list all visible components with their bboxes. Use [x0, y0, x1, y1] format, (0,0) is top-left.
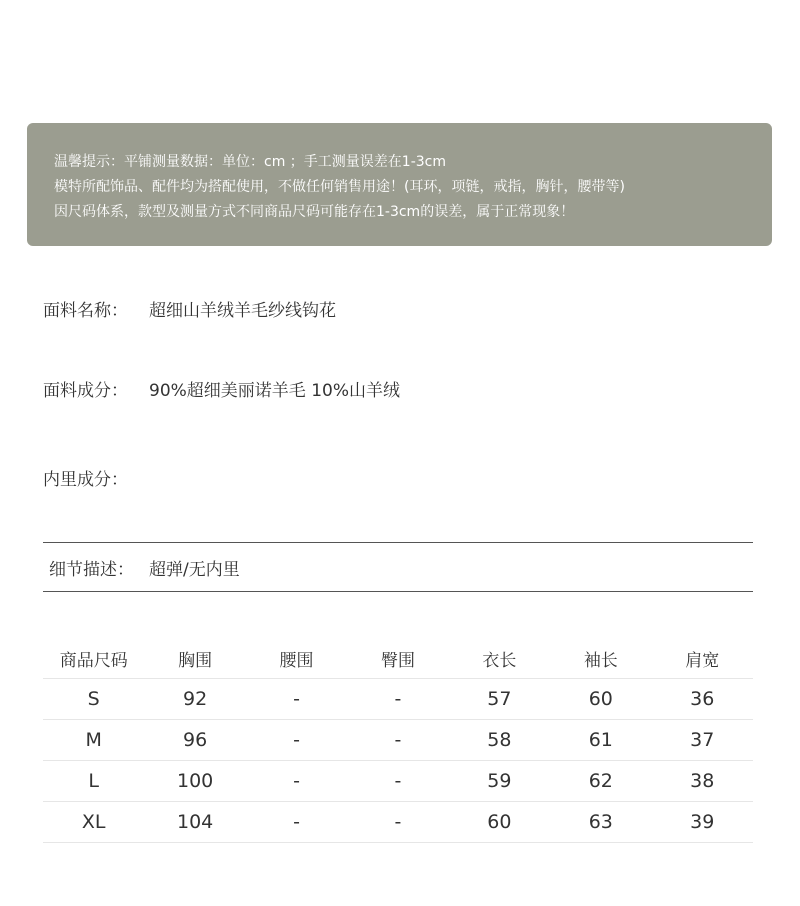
cell-waist: - — [293, 688, 300, 710]
cell-chest: 104 — [177, 811, 214, 833]
cell-length: 57 — [487, 688, 512, 710]
header-waist: 腰围 — [279, 650, 314, 671]
lining-row — [43, 465, 149, 490]
table-row — [43, 761, 753, 802]
header-shoulder: 肩宽 — [685, 650, 720, 671]
details-top-divider — [43, 542, 753, 543]
cell-length: 60 — [487, 811, 512, 833]
cell-sleeve: 61 — [588, 729, 613, 751]
cell-size: L — [88, 770, 99, 792]
cell-shoulder: 39 — [690, 811, 715, 833]
cell-sleeve: 62 — [588, 770, 613, 792]
cell-sleeve: 60 — [588, 688, 613, 710]
size-notice-banner — [27, 123, 772, 246]
cell-hip: - — [394, 688, 402, 710]
details-label: 细节描述： — [49, 560, 134, 580]
cell-shoulder: 36 — [690, 688, 715, 710]
cell-size: XL — [81, 811, 106, 833]
notice-line-3: 因尺码体系，款型及测量方式不同商品尺码可能存在1-3cm的误差，属于正常现象！ — [54, 204, 575, 220]
fabric-name-row — [43, 296, 336, 321]
fabric-composition-row — [43, 376, 400, 401]
fabric-composition-value: 90%超细美丽诺羊毛 10%山羊绒 — [149, 381, 400, 401]
notice-line-1: 温馨提示：平铺测量数据：单位：cm ；手工测量误差在1-3cm — [54, 154, 446, 170]
header-chest: 胸围 — [178, 650, 213, 671]
header-hip: 臀围 — [380, 650, 415, 671]
lining-label: 内里成分： — [43, 470, 128, 490]
fabric-name-label: 面料名称： — [43, 301, 128, 321]
details-value: 超弹/无内里 — [149, 560, 240, 580]
cell-shoulder: 37 — [690, 729, 715, 751]
cell-hip: - — [394, 811, 402, 833]
cell-size: S — [87, 688, 100, 710]
details-row — [49, 555, 240, 580]
cell-length: 59 — [487, 770, 512, 792]
fabric-name-value: 超细山羊绒羊毛纱线钩花 — [149, 301, 336, 321]
size-table-header — [43, 638, 753, 679]
table-row — [43, 720, 753, 761]
cell-hip: - — [394, 729, 402, 751]
cell-chest: 92 — [183, 688, 208, 710]
cell-chest: 100 — [177, 770, 214, 792]
header-length: 衣长 — [482, 650, 517, 671]
notice-line-2: 模特所配饰品、配件均为搭配使用，不做任何销售用途！(耳环，项链，戒指，胸针，腰带等) — [54, 179, 625, 195]
cell-waist: - — [293, 811, 300, 833]
cell-chest: 96 — [183, 729, 208, 751]
fabric-composition-label: 面料成分： — [43, 381, 128, 401]
cell-waist: - — [293, 770, 300, 792]
header-sleeve: 袖长 — [583, 650, 618, 671]
cell-length: 58 — [487, 729, 512, 751]
size-table — [43, 638, 753, 843]
cell-sleeve: 63 — [588, 811, 613, 833]
table-row — [43, 802, 753, 843]
cell-waist: - — [293, 729, 300, 751]
table-row — [43, 679, 753, 720]
cell-shoulder: 38 — [690, 770, 715, 792]
details-bottom-divider — [43, 591, 753, 592]
cell-size: M — [85, 729, 102, 751]
cell-hip: - — [394, 770, 402, 792]
header-size: 商品尺码 — [59, 650, 128, 671]
